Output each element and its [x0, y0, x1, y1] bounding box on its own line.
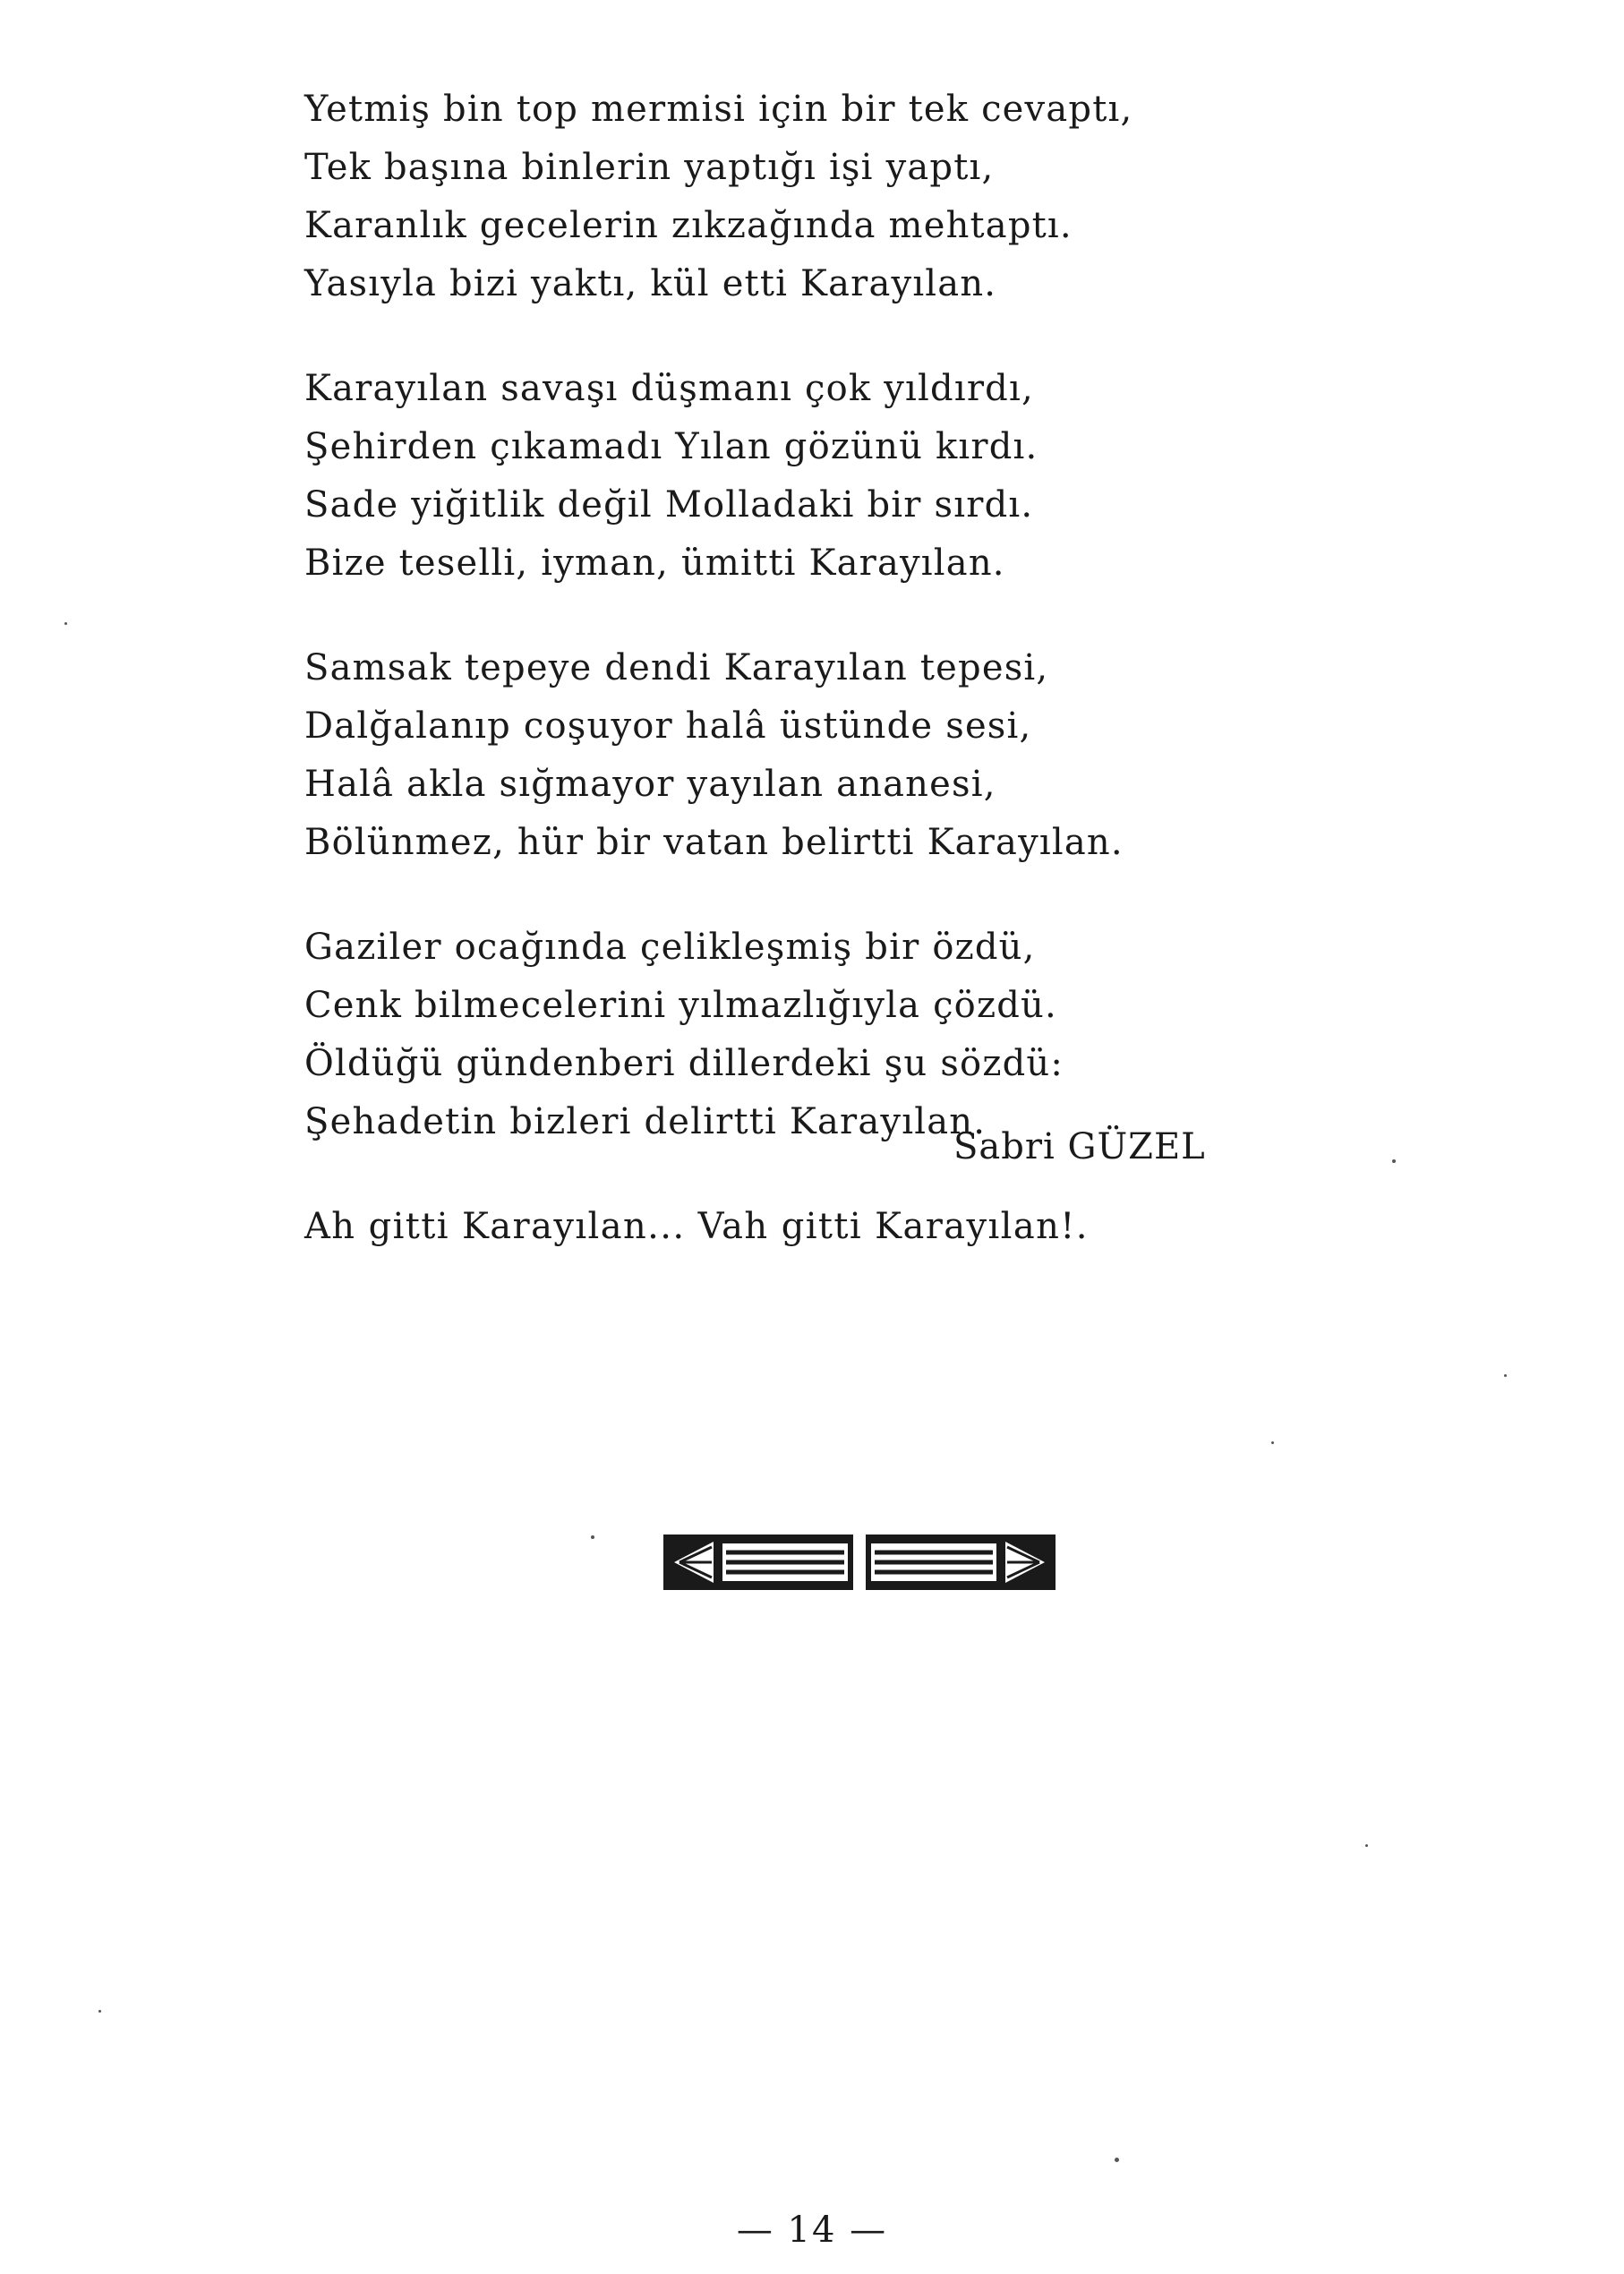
- scan-speck: [1504, 1374, 1507, 1377]
- scan-speck: [64, 622, 67, 625]
- poem-line: Halâ akla sığmayor yayılan ananesi,: [304, 764, 996, 805]
- scan-speck: [591, 1535, 594, 1539]
- poem-line: Şehadetin bizleri delirtti Karayılan.: [304, 1101, 987, 1142]
- stanza-1: [304, 81, 1271, 313]
- poem-line: Samsak tepeye dendi Karayılan tepesi,: [304, 647, 1049, 688]
- poem-line: Gaziler ocağında çelikleşmiş bir özdü,: [304, 927, 1036, 968]
- scan-speck: [98, 2010, 101, 2013]
- page-number: — 14 —: [736, 2210, 888, 2251]
- poem-line: Yasıyla bizi yaktı, kül etti Karayılan.: [304, 263, 997, 304]
- poem-line: Tek başına binlerin yaptığı işi yaptı,: [304, 147, 995, 188]
- scan-speck: [1365, 1844, 1368, 1847]
- poem-line: Sade yiğitlik değil Molladaki bir sırdı.: [304, 484, 1034, 526]
- poem-line: Bölünmez, hür bir vatan belirtti Karayılan.: [304, 822, 1124, 863]
- scan-speck: [1271, 1441, 1274, 1444]
- author-signature: Sabri GÜZEL: [953, 1126, 1206, 1167]
- poem-refrain: Ah gitti Karayılan... Vah gitti Karayılan!.: [304, 1206, 1089, 1247]
- stanza-3: [304, 639, 1271, 872]
- poem-line: Şehirden çıkamadı Yılan gözünü kırdı.: [304, 426, 1039, 467]
- poem-line: Bize teselli, iyman, ümitti Karayılan.: [304, 543, 1005, 584]
- stanza-2: [304, 360, 1271, 593]
- scan-speck: [1392, 1159, 1396, 1163]
- poem-line: Karanlık gecelerin zıkzağında mehtaptı.: [304, 205, 1073, 246]
- poem-line: Cenk bilmecelerini yılmazlığıyla çözdü.: [304, 985, 1057, 1026]
- poem: [304, 81, 1271, 1256]
- poem-line: Karayılan savaşı düşmanı çok yıldırdı,: [304, 368, 1034, 409]
- poem-line: Yetmiş bin top mermisi için bir tek cevaptı,: [304, 89, 1133, 130]
- stanza-4: [304, 919, 1271, 1151]
- poem-line: Öldüğü gündenberi dillerdeki şu sözdü:: [304, 1043, 1064, 1084]
- ornament-divider-icon: [658, 1522, 1061, 1603]
- scan-speck: [1115, 2158, 1119, 2162]
- poem-line: Dalğalanıp coşuyor halâ üstünde sesi,: [304, 705, 1032, 747]
